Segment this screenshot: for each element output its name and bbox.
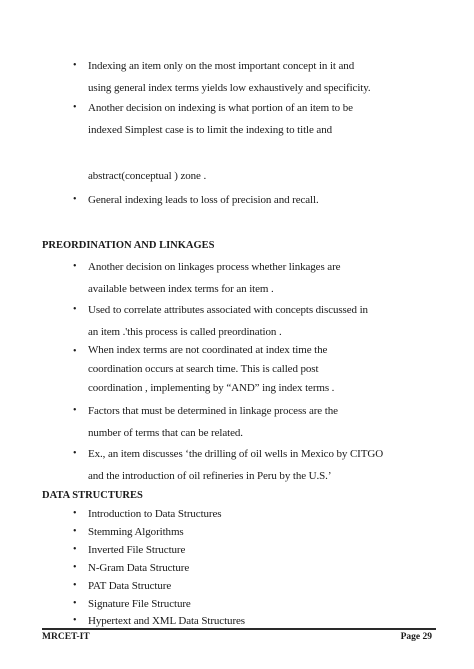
bullet-icon: • [73,580,77,591]
section-heading: DATA STRUCTURES [42,490,143,501]
text-line: abstract(conceptual ) zone . [88,170,207,182]
bullet-text [88,55,388,99]
page-number: Page 29 [400,632,432,642]
section-heading: PREORDINATION AND LINKAGES [42,240,215,251]
bullet-icon: • [73,102,77,113]
bullet-icon: • [73,615,77,626]
bullet-text [88,443,388,487]
text-line: Stemming Algorithms [88,526,184,538]
text-line: Used to correlate attributes associated with concepts discussed in [88,304,368,316]
text-line: using general index terms yields low exhaustively and specificity. [88,82,371,94]
bullet-icon: • [73,448,77,459]
text-line: and the introduction of oil refineries in Peru by the U.S.’ [88,470,332,482]
bullet-text [88,614,388,628]
bullet-icon: • [73,346,77,357]
text-line: General indexing leads to loss of precision and recall. [88,194,319,206]
text-line: an item .'this process is called preordination . [88,326,282,338]
bullet-icon: • [73,508,77,519]
text-line: number of terms that can be related. [88,427,243,439]
bullet-text [88,579,388,593]
bullet-icon: • [73,60,77,71]
bullet-text [88,165,388,187]
text-line: Introduction to Data Structures [88,508,222,520]
bullet-text [88,543,388,557]
bullet-icon: • [73,304,77,315]
text-line: When index terms are not coordinated at index time the [88,344,328,356]
text-line: indexed Simplest case is to limit the indexing to title and [88,124,333,136]
bullet-text [88,525,388,539]
text-line: Another decision on linkages process whether linkages are [88,261,341,273]
text-line: Indexing an item only on the most important concept in it and [88,60,355,72]
footer-divider [42,628,436,630]
text-line: available between index terms for an item . [88,283,274,295]
bullet-icon: • [73,194,77,205]
bullet-icon: • [73,526,77,537]
bullet-text [88,256,388,300]
bullet-icon: • [73,261,77,272]
text-line: PAT Data Structure [88,580,172,592]
text-line: Another decision on indexing is what portion of an item to be [88,102,353,114]
footer-label: MRCET-IT [42,632,90,642]
bullet-text [88,507,388,521]
bullet-icon: • [73,562,77,573]
bullet-text [88,597,388,611]
bullet-text [88,299,388,343]
text-line: N-Gram Data Structure [88,562,190,574]
text-line: coordination occurs at search time. This is called post [88,363,319,375]
bullet-text [88,189,388,211]
bullet-text [88,97,388,141]
text-line: Inverted File Structure [88,544,186,556]
bullet-icon: • [73,544,77,555]
text-line: Signature File Structure [88,598,191,610]
text-line: Ex., an item discusses ‘the drilling of oil wells in Mexico by CITGO [88,448,384,460]
bullet-text [88,561,388,575]
bullet-text [88,400,388,444]
text-line: coordination , implementing by “AND” ing index terms . [88,382,335,394]
text-line: Factors that must be determined in linkage process are the [88,405,338,417]
bullet-icon: • [73,598,77,609]
bullet-icon: • [73,405,77,416]
bullet-text [88,341,388,398]
text-line: Hypertext and XML Data Structures [88,615,245,627]
